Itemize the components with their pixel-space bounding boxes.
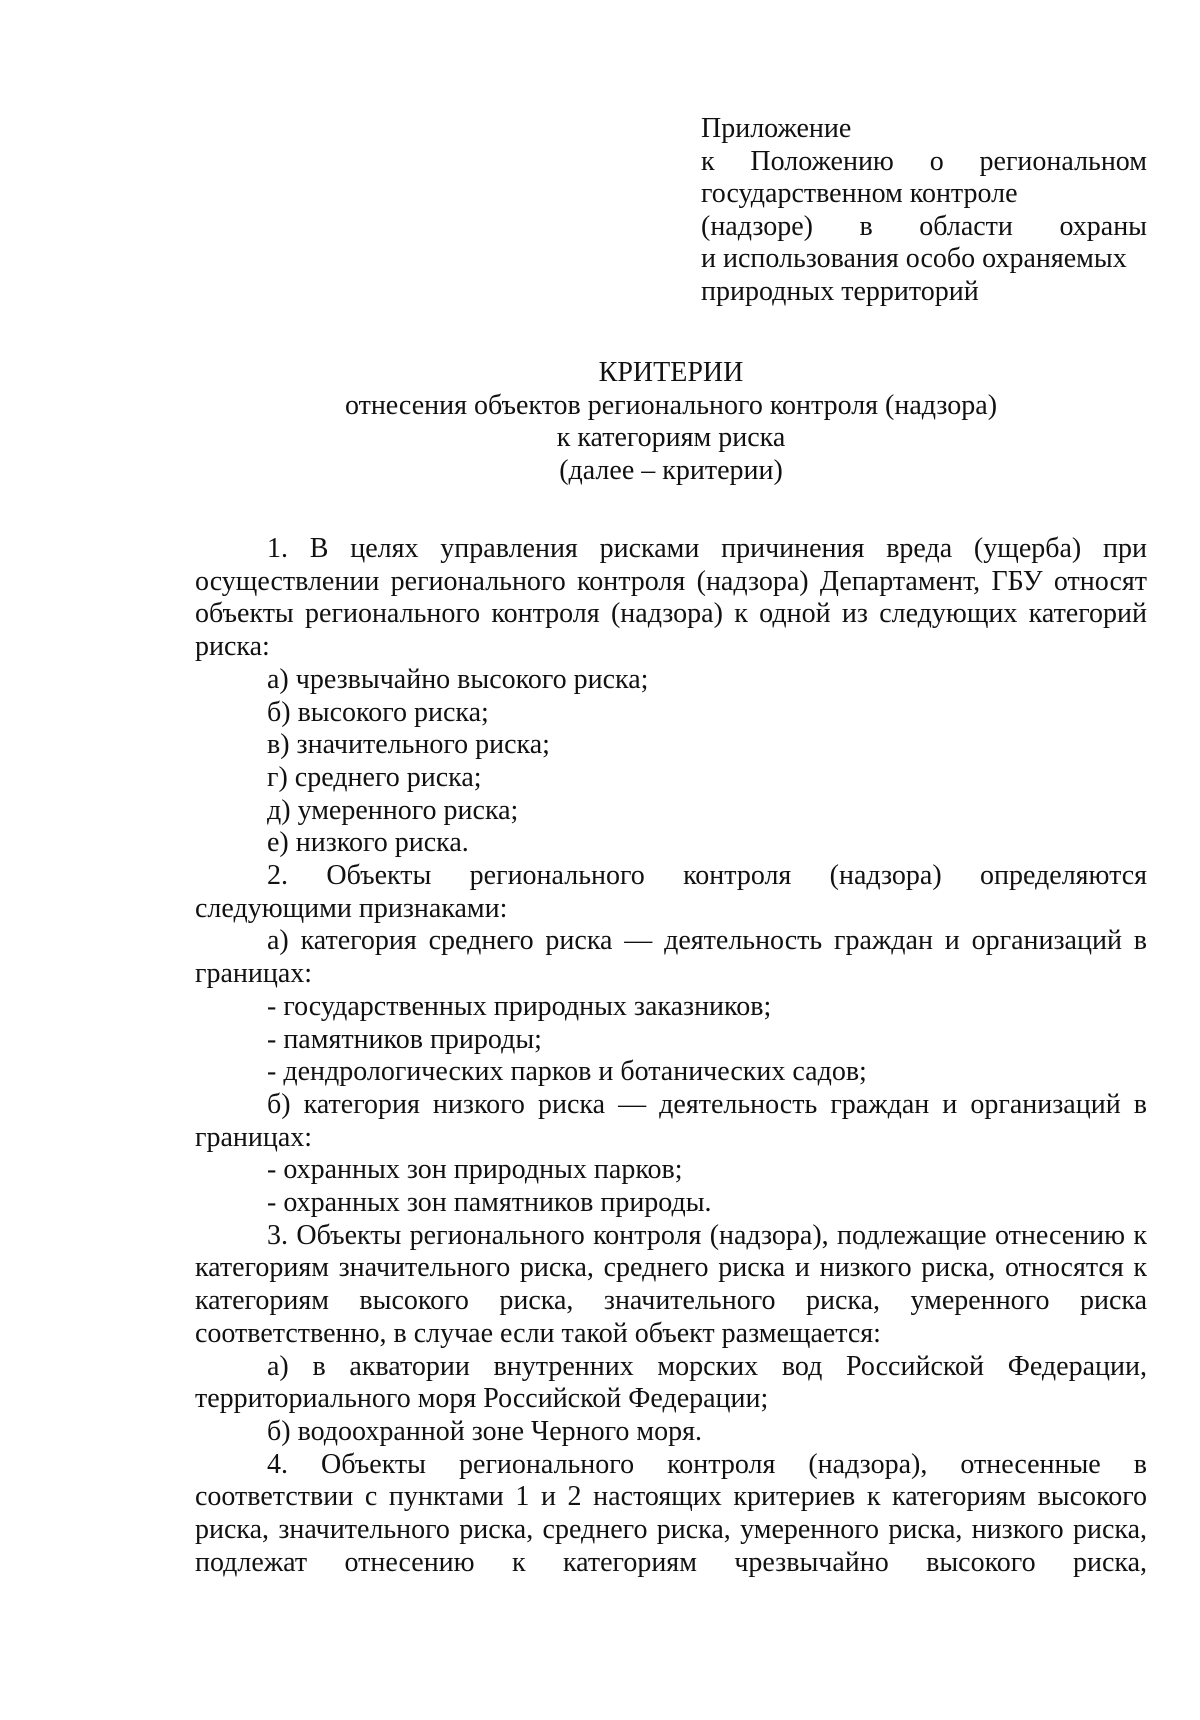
paragraph-3: 3. Объекты регионального контроля (надзора), подлежащие отнесению к категориям значительного риска, среднего риска и низкого риска, относятся к категориям высокого риска, значительного риска, умеренного риска соответственно, в случае если такой объект размещается: bbox=[195, 1219, 1147, 1349]
list-item: б) высокого риска; bbox=[267, 696, 489, 728]
appendix-note bbox=[701, 113, 1147, 309]
paragraph-3a: а) в акватории внутренних морских вод Российской Федерации, территориального моря Российской Федерации; bbox=[195, 1350, 1147, 1415]
list-item: а) чрезвычайно высокого риска; bbox=[267, 663, 649, 695]
paragraph-2b: б) категория низкого риска — деятельность граждан и организаций в границах: bbox=[195, 1088, 1147, 1153]
list-item: в) значительного риска; bbox=[267, 729, 550, 761]
paragraph-2: 2. Объекты регионального контроля (надзора) определяются следующими признаками: bbox=[195, 860, 1147, 924]
title-subtitle-line: к категориям риска bbox=[556, 422, 786, 453]
list-item: - памятников природы; bbox=[267, 1023, 542, 1055]
list-item: д) умеренного риска; bbox=[267, 794, 519, 826]
document-title bbox=[195, 357, 1147, 487]
list-item: - охранных зон природных парков; bbox=[267, 1154, 683, 1186]
list-item: г) среднего риска; bbox=[267, 761, 482, 793]
appendix-line: и использования особо охраняемых bbox=[701, 243, 1127, 275]
title-subtitle-line: отнесения объектов регионального контроля (надзора) bbox=[344, 389, 998, 421]
list-item: б) водоохранной зоне Черного моря. bbox=[267, 1415, 703, 1447]
list-item: - дендрологических парков и ботанических садов; bbox=[267, 1056, 867, 1088]
appendix-line: природных территорий bbox=[701, 275, 979, 307]
appendix-line: государственном контроле bbox=[701, 178, 1018, 210]
paragraph-2a: а) категория среднего риска — деятельность граждан и организаций в границах: bbox=[195, 925, 1147, 990]
paragraph-1: 1. В целях управления рисками причинения вреда (ущерба) при осуществлении регионального контроля (надзора) Департамент, ГБУ относят объекты регионального контроля (надзора) к одной из следующих категорий риска: bbox=[195, 533, 1147, 663]
appendix-line: Приложение bbox=[701, 113, 852, 144]
appendix-line: (надзоре) в области охраны bbox=[701, 210, 1147, 242]
list-item: е) низкого риска. bbox=[267, 827, 469, 859]
document-body bbox=[195, 533, 1147, 1580]
title-subtitle-line: (далее – критерии) bbox=[559, 454, 783, 486]
list-item: - охранных зон памятников природы. bbox=[267, 1187, 712, 1219]
appendix-line: к Положению о региональном bbox=[701, 145, 1147, 177]
paragraph-4: 4. Объекты регионального контроля (надзора), отнесенные в соответствии с пунктами 1 и 2 настоящих критериев к категориям высокого риска, значительного риска, среднего риска, умеренного риска, низкого риска, подлежат отнесению к категориям чрезвычайно высокого риска, bbox=[195, 1448, 1147, 1578]
title-heading: КРИТЕРИИ bbox=[598, 357, 744, 388]
list-item: - государственных природных заказников; bbox=[267, 990, 772, 1022]
